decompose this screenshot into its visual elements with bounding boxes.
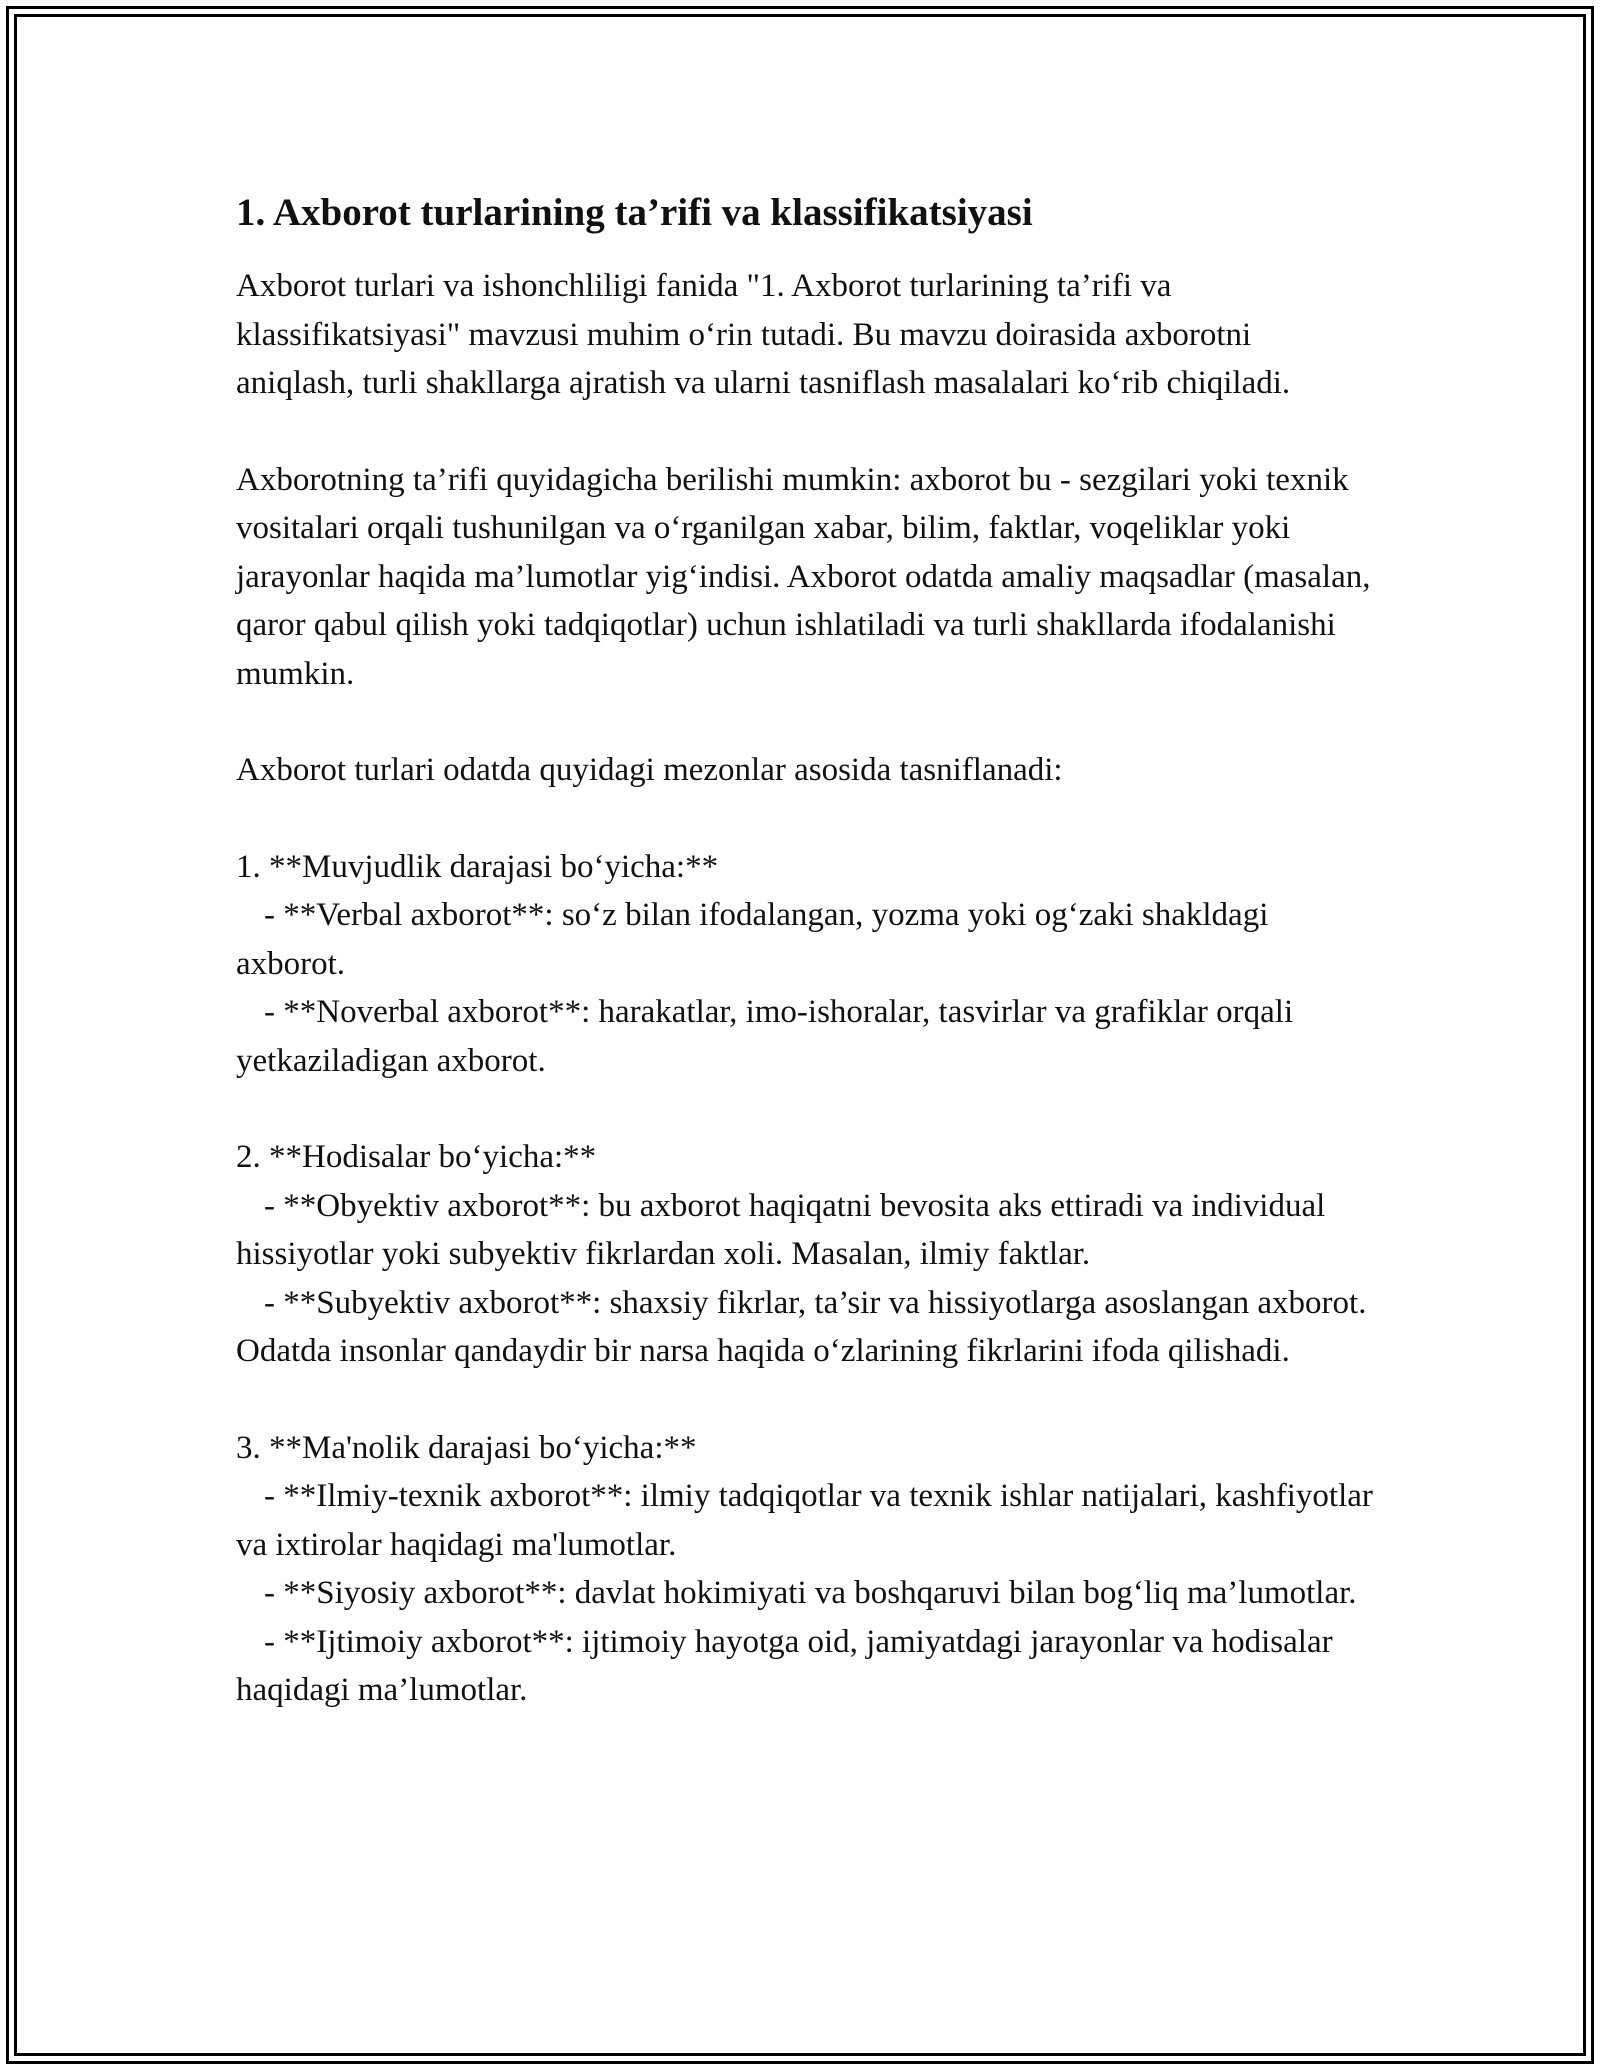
section-meaning-level — [236, 1424, 1376, 1715]
paragraph-criteria: Axborot turlari odatda quyidagi mezonlar asosida tasniflanadi: — [236, 752, 1063, 788]
section-events — [236, 1133, 1376, 1376]
list-item: - **Ijtimoiy axborot**: ijtimoiy hayotga oid, jamiyatdagi jarayonlar va hodisalar haqidagi ma’lumotlar. — [236, 1623, 1333, 1708]
list-item: - **Ilmiy-texnik axborot**: ilmiy tadqiqotlar va texnik ishlar natijalari, kashfiyotlar va ixtirolar haqidagi ma'lumotlar. — [236, 1478, 1373, 1563]
list-item: - **Verbal axborot**: so‘z bilan ifodalangan, yozma yoki og‘zaki shakldagi axborot. — [236, 897, 1269, 982]
document-heading: 1. Axborot turlarining ta’rifi va klassifikatsiyasi — [236, 191, 1033, 234]
list-item: - **Noverbal axborot**: harakatlar, imo-ishoralar, tasvirlar va grafiklar orqali yetkaziladigan axborot. — [236, 994, 1294, 1079]
list-item: - **Siyosiy axborot**: davlat hokimiyati va boshqaruvi bilan bog‘liq ma’lumotlar. — [264, 1575, 1357, 1611]
document-page — [236, 182, 1376, 1763]
paragraph-intro: Axborot turlari va ishonchliligi fanida "1. Axborot turlarining ta’rifi va klassifikatsiyasi" mavzusi muhim o‘rin tutadi. Bu mavzu doirasida axborotni aniqlash, turli shakllarga ajratish va ularni tasniflash masalalari ko‘rib chiqiladi. — [236, 268, 1291, 401]
section-title: 2. **Hodisalar bo‘yicha:** — [236, 1139, 597, 1175]
section-existence-level — [236, 843, 1376, 1086]
list-item: - **Obyektiv axborot**: bu axborot haqiqatni bevosita aks ettiradi va individual hissiyotlar yoki subyektiv fikrlardan xoli. Masalan, ilmiy faktlar. — [236, 1187, 1326, 1272]
section-title: 3. **Ma'nolik darajasi bo‘yicha:** — [236, 1429, 697, 1466]
paragraph-definition: Axborotning ta’rifi quyidagicha berilishi mumkin: axborot bu - sezgilari yoki texnik vositalari orqali tushunilgan va o‘rganilgan xabar, bilim, faktlar, voqeliklar yoki jarayonlar haqida ma’lumotlar yig‘indisi. Axborot odatda amaliy maqsadlar (masalan, qaror qabul qilish yoki tadqiqotlar) uchun ishlatiladi va turli shakllarda ifodalanishi mumkin. — [236, 461, 1371, 692]
section-title: 1. **Muvjudlik darajasi bo‘yicha:** — [236, 848, 719, 885]
list-item: - **Subyektiv axborot**: shaxsiy fikrlar, ta’sir va hissiyotlarga asoslangan axborot. Odatda insonlar qandaydir bir narsa haqida o‘zlarining fikrlarini ifoda qilishadi. — [236, 1284, 1367, 1369]
